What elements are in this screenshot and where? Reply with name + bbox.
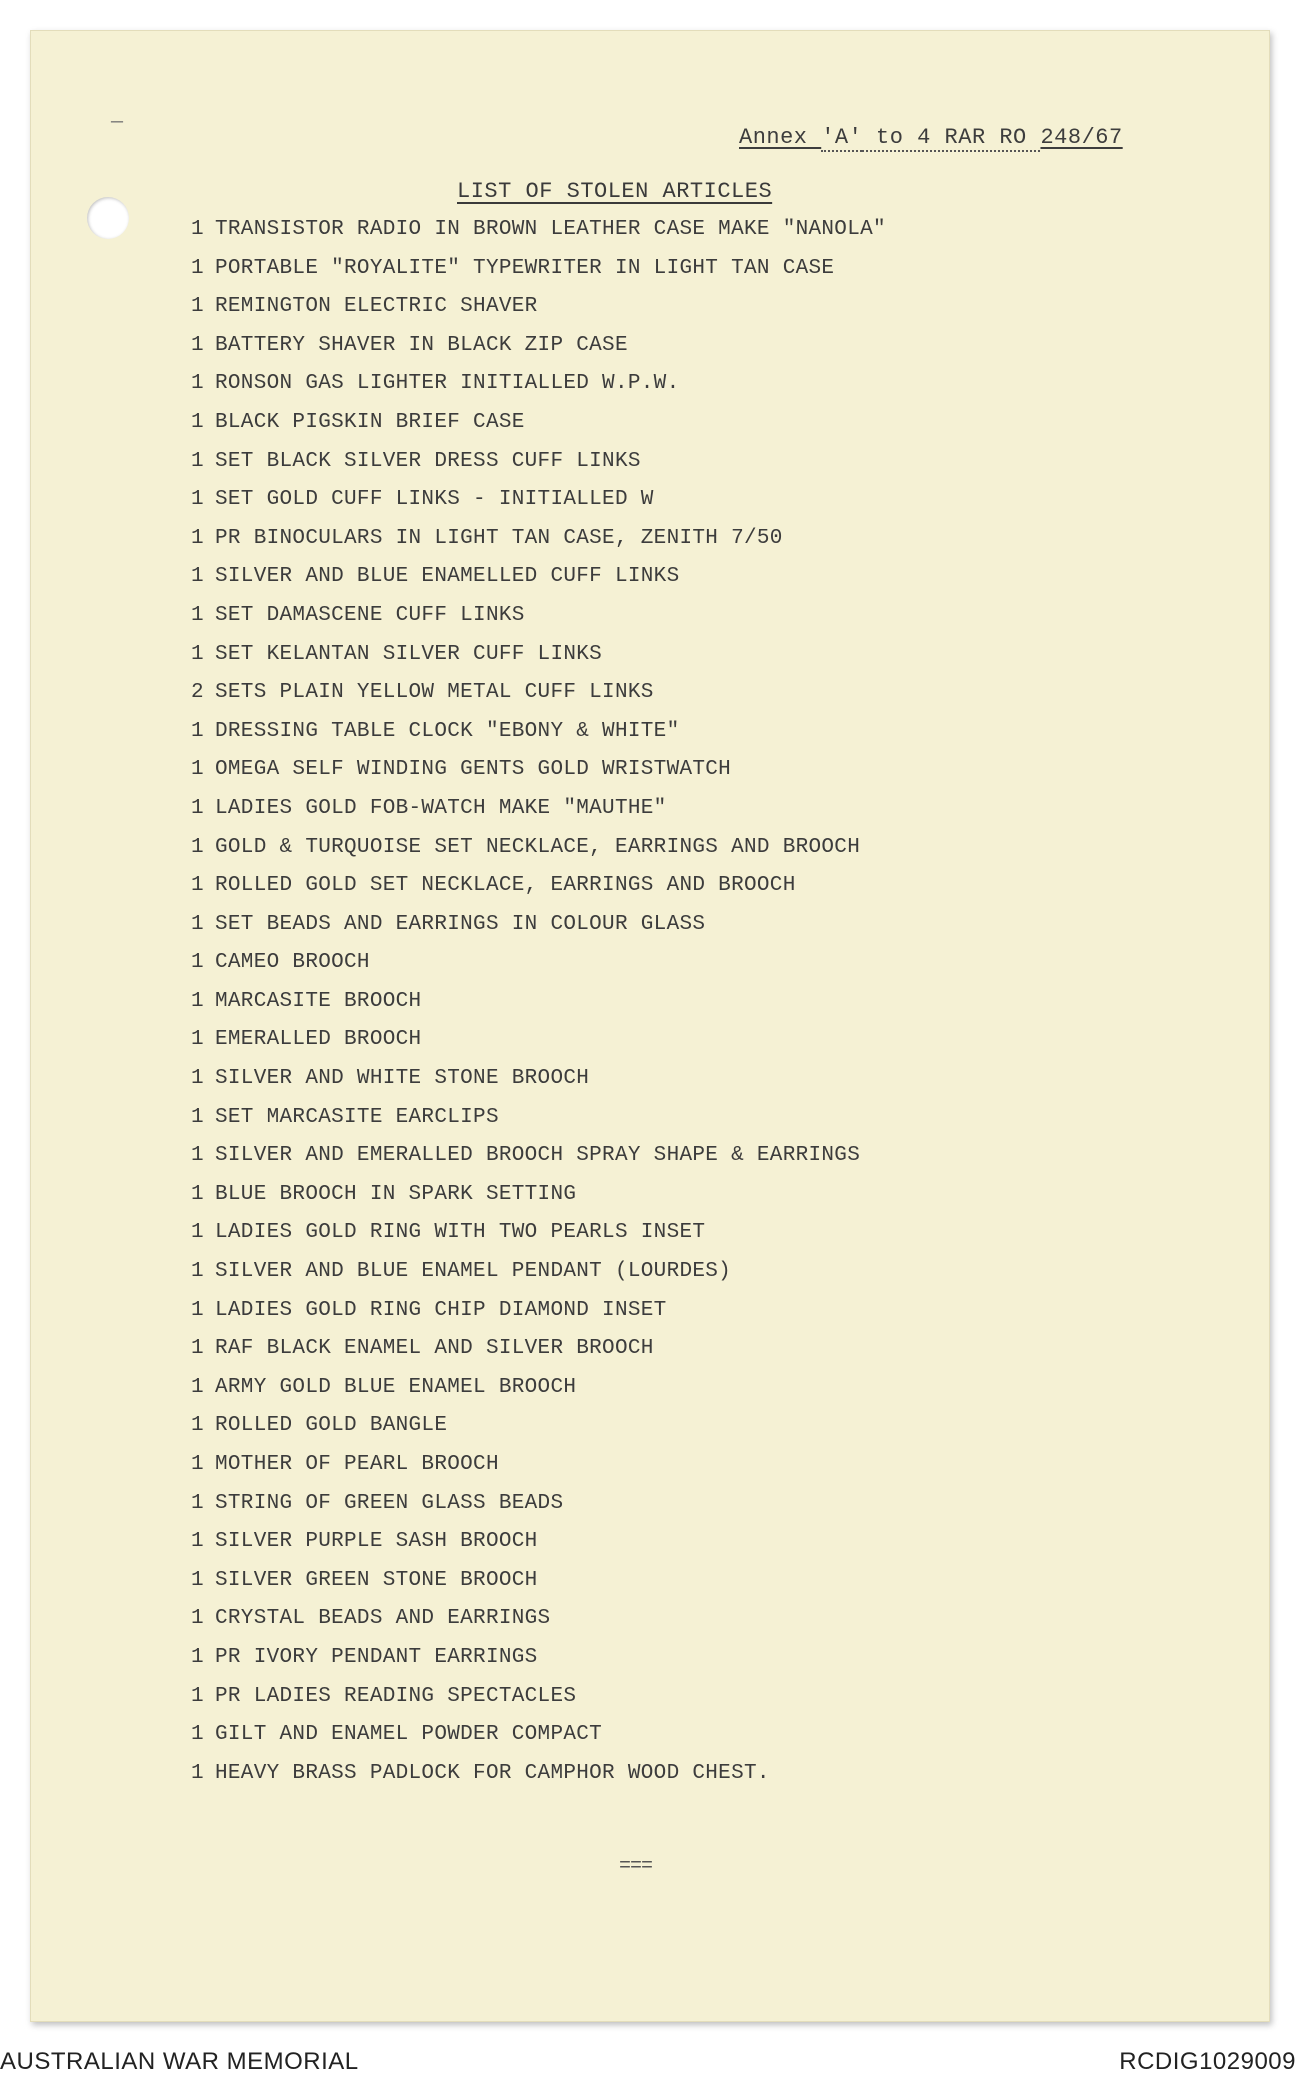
item-quantity: 1 xyxy=(191,372,204,396)
item-description: PR LADIES READING SPECTACLES xyxy=(215,1684,577,1708)
item-description: SET BLACK SILVER DRESS CUFF LINKS xyxy=(215,449,641,473)
item-description: ARMY GOLD BLUE ENAMEL BROOCH xyxy=(215,1375,577,1399)
item-quantity: 1 xyxy=(191,1298,204,1322)
list-item xyxy=(191,680,886,719)
item-description: BLACK PIGSKIN BRIEF CASE xyxy=(215,410,525,434)
item-description: CRYSTAL BEADS AND EARRINGS xyxy=(215,1607,551,1631)
item-quantity: 1 xyxy=(191,1182,204,1206)
list-item xyxy=(191,1027,886,1066)
list-item xyxy=(191,873,886,912)
list-item xyxy=(191,796,886,835)
item-description: GOLD & TURQUOISE SET NECKLACE, EARRINGS AND BROOCH xyxy=(215,835,861,859)
item-quantity: 1 xyxy=(191,1761,204,1785)
list-item xyxy=(191,1259,886,1298)
item-quantity: 1 xyxy=(191,1337,204,1361)
item-description: BLUE BROOCH IN SPARK SETTING xyxy=(215,1182,577,1206)
list-item xyxy=(191,719,886,758)
end-mark: === xyxy=(619,1855,653,1878)
item-quantity: 1 xyxy=(191,449,204,473)
item-description: SET BEADS AND EARRINGS IN COLOUR GLASS xyxy=(215,912,706,936)
list-item xyxy=(191,1452,886,1491)
item-quantity: 1 xyxy=(191,758,204,782)
list-item xyxy=(191,1645,886,1684)
item-description: MOTHER OF PEARL BROOCH xyxy=(215,1453,499,1476)
list-item xyxy=(191,950,886,989)
item-quantity: 1 xyxy=(191,1105,204,1129)
item-quantity: 1 xyxy=(191,1067,204,1091)
item-quantity: 1 xyxy=(191,874,204,898)
item-description: SILVER AND BLUE ENAMELLED CUFF LINKS xyxy=(215,565,680,589)
item-quantity: 1 xyxy=(191,488,204,512)
list-item xyxy=(191,1568,886,1607)
item-quantity: 1 xyxy=(191,1530,204,1554)
list-item xyxy=(191,1143,886,1182)
item-description: SET DAMASCENE CUFF LINKS xyxy=(215,603,525,627)
item-quantity: 1 xyxy=(191,1491,204,1515)
page-title: LIST OF STOLEN ARTICLES xyxy=(457,179,773,204)
list-item xyxy=(191,256,886,295)
list-item xyxy=(191,1491,886,1530)
item-description: SET KELANTAN SILVER CUFF LINKS xyxy=(215,642,603,666)
item-description: ROLLED GOLD SET NECKLACE, EARRINGS AND BROOCH xyxy=(215,874,796,898)
item-description: DRESSING TABLE CLOCK "EBONY & WHITE" xyxy=(215,719,680,743)
footer-institution: AUSTRALIAN WAR MEMORIAL xyxy=(0,2048,359,2075)
item-description: TRANSISTOR RADIO IN BROWN LEATHER CASE MAKE "NANOLA" xyxy=(215,218,886,241)
item-description: STRING OF GREEN GLASS BEADS xyxy=(215,1491,564,1515)
item-description: GILT AND ENAMEL POWDER COMPACT xyxy=(215,1723,603,1747)
list-item xyxy=(191,603,886,642)
list-item xyxy=(191,1529,886,1568)
item-description: PR IVORY PENDANT EARRINGS xyxy=(215,1645,538,1669)
list-item xyxy=(191,1182,886,1221)
annex-reference xyxy=(739,125,1123,150)
list-item xyxy=(191,1413,886,1452)
item-quantity: 2 xyxy=(191,681,204,705)
item-description: RONSON GAS LIGHTER INITIALLED W.P.W. xyxy=(215,372,680,396)
item-description: SILVER PURPLE SASH BROOCH xyxy=(215,1530,538,1554)
list-item xyxy=(191,487,886,526)
annex-unit: to 4 RAR RO xyxy=(862,125,1041,150)
item-description: LADIES GOLD RING WITH TWO PEARLS INSET xyxy=(215,1221,706,1245)
list-item xyxy=(191,333,886,372)
list-item xyxy=(191,1336,886,1375)
item-quantity: 1 xyxy=(191,565,204,589)
item-quantity: 1 xyxy=(191,1684,204,1708)
list-item xyxy=(191,1375,886,1414)
annex-word: Annex xyxy=(739,125,822,150)
item-quantity: 1 xyxy=(191,835,204,859)
item-description: BATTERY SHAVER IN BLACK ZIP CASE xyxy=(215,333,628,357)
list-item xyxy=(191,1220,886,1259)
item-quantity: 1 xyxy=(191,796,204,820)
list-item xyxy=(191,1066,886,1105)
list-item xyxy=(191,757,886,796)
list-item xyxy=(191,410,886,449)
stolen-articles-list xyxy=(191,217,886,1799)
list-item xyxy=(191,564,886,603)
item-quantity: 1 xyxy=(191,1645,204,1669)
item-quantity: 1 xyxy=(191,333,204,357)
list-item xyxy=(191,526,886,565)
item-description: MARCASITE BROOCH xyxy=(215,989,422,1013)
list-item xyxy=(191,835,886,874)
item-description: REMINGTON ELECTRIC SHAVER xyxy=(215,295,538,319)
list-item xyxy=(191,1105,886,1144)
item-quantity: 1 xyxy=(191,1144,204,1168)
item-description: LADIES GOLD RING CHIP DIAMOND INSET xyxy=(215,1298,667,1322)
item-quantity: 1 xyxy=(191,912,204,936)
list-item xyxy=(191,1761,886,1800)
punch-hole xyxy=(87,197,129,239)
footer-record-id: RCDIG1029009 xyxy=(1119,2048,1296,2075)
item-quantity: 1 xyxy=(191,1723,204,1747)
list-item xyxy=(191,642,886,681)
list-item xyxy=(191,1298,886,1337)
item-quantity: 1 xyxy=(191,218,204,241)
item-description: LADIES GOLD FOB-WATCH MAKE "MAUTHE" xyxy=(215,796,667,820)
annex-letter: 'A' xyxy=(821,125,863,150)
item-description: HEAVY BRASS PADLOCK FOR CAMPHOR WOOD CHEST. xyxy=(215,1761,770,1785)
item-quantity: 1 xyxy=(191,989,204,1013)
list-item xyxy=(191,989,886,1028)
item-quantity: 1 xyxy=(191,1260,204,1284)
item-quantity: 1 xyxy=(191,256,204,280)
annex-number: 248/67 xyxy=(1040,125,1123,150)
list-item xyxy=(191,217,886,256)
item-quantity: 1 xyxy=(191,1375,204,1399)
list-item xyxy=(191,294,886,333)
item-description: SILVER AND WHITE STONE BROOCH xyxy=(215,1067,590,1091)
list-item xyxy=(191,1606,886,1645)
edge-mark: — xyxy=(111,111,122,134)
item-description: SILVER AND BLUE ENAMEL PENDANT (LOURDES) xyxy=(215,1260,732,1284)
item-quantity: 1 xyxy=(191,1028,204,1052)
item-description: SILVER AND EMERALLED BROOCH SPRAY SHAPE & EARRINGS xyxy=(215,1144,861,1168)
list-item xyxy=(191,1684,886,1723)
list-item xyxy=(191,371,886,410)
item-quantity: 1 xyxy=(191,410,204,434)
item-description: SET GOLD CUFF LINKS - INITIALLED W xyxy=(215,488,654,512)
item-description: SET MARCASITE EARCLIPS xyxy=(215,1105,499,1129)
list-item xyxy=(191,912,886,951)
item-description: EMERALLED BROOCH xyxy=(215,1028,422,1052)
list-item xyxy=(191,1722,886,1761)
item-description: RAF BLACK ENAMEL AND SILVER BROOCH xyxy=(215,1337,654,1361)
item-quantity: 1 xyxy=(191,951,204,975)
item-quantity: 1 xyxy=(191,603,204,627)
item-quantity: 1 xyxy=(191,526,204,550)
item-description: PORTABLE "ROYALITE" TYPEWRITER IN LIGHT TAN CASE xyxy=(215,256,835,280)
item-quantity: 1 xyxy=(191,1607,204,1631)
item-description: ROLLED GOLD BANGLE xyxy=(215,1414,448,1438)
item-description: SETS PLAIN YELLOW METAL CUFF LINKS xyxy=(215,681,654,705)
document-page xyxy=(30,30,1270,2022)
item-quantity: 1 xyxy=(191,642,204,666)
item-quantity: 1 xyxy=(191,1568,204,1592)
item-description: SILVER GREEN STONE BROOCH xyxy=(215,1568,538,1592)
list-item xyxy=(191,449,886,488)
item-quantity: 1 xyxy=(191,1221,204,1245)
item-quantity: 1 xyxy=(191,719,204,743)
item-description: PR BINOCULARS IN LIGHT TAN CASE, ZENITH 7/50 xyxy=(215,526,783,550)
item-quantity: 1 xyxy=(191,295,204,319)
item-description: OMEGA SELF WINDING GENTS GOLD WRISTWATCH xyxy=(215,758,732,782)
item-quantity: 1 xyxy=(191,1414,204,1438)
item-description: CAMEO BROOCH xyxy=(215,951,370,975)
item-quantity: 1 xyxy=(191,1453,204,1476)
